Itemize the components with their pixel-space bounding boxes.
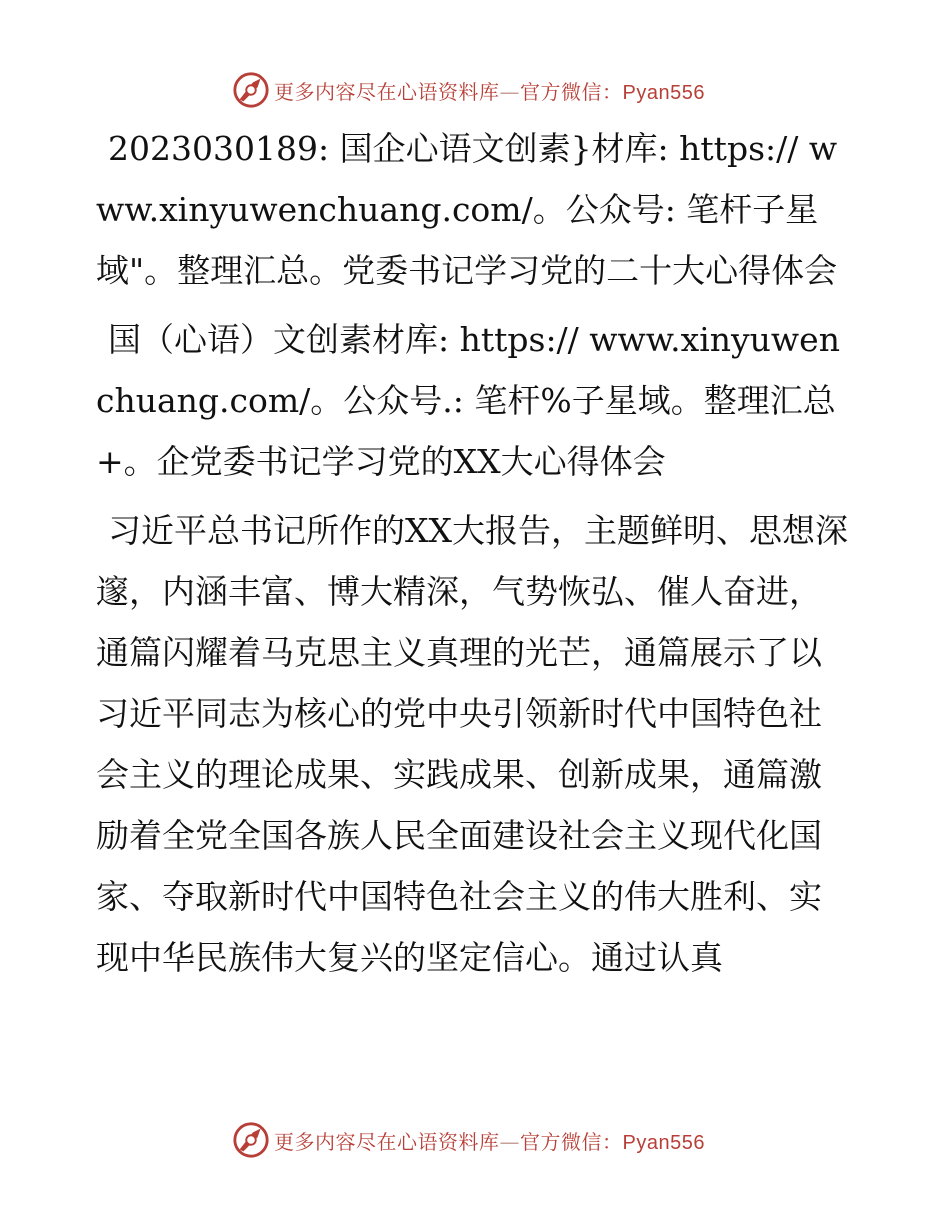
header-promo [274, 76, 705, 105]
footer-separator: — [499, 1129, 520, 1154]
paragraph-3: 习近平总书记所作的XX大报告，主题鲜明、思想深邃，内涵丰富、博大精深，气势恢弘、催人奋进，通篇闪耀着马克思主义真理的光芒，通篇展示了以习近平同志为核心的党中央引领新时代中国特色社会主义的理论成果、实践成果、创新成果，通篇激励着全党全国各族人民全面建设社会主义现代化国家、夺取新时代中国特色社会主义的伟大胜利、实现中华民族伟大复兴的坚定信心。通过认真 [96, 511, 848, 977]
header-contact-handle: Pyan556 [622, 81, 705, 104]
brand-logo-icon [232, 1121, 270, 1159]
header-banner [232, 70, 705, 110]
header-promo-text: 更多内容尽在心语资料库 [274, 79, 500, 104]
footer-contact-handle: Pyan556 [622, 1131, 705, 1154]
brand-logo-icon [232, 71, 270, 109]
footer-promo-text: 更多内容尽在心语资料库 [274, 1129, 500, 1154]
document-body [96, 118, 851, 996]
header-contact-label: 官方微信： [520, 79, 623, 104]
paragraph-2: 国（心语）文创素材库: https:// www.xinyuwenchuang.com/。公众号.: 笔杆%子星域。整理汇总+。企党委书记学习党的XX大心得体会 [96, 320, 840, 481]
footer-promo [274, 1126, 705, 1155]
footer-banner [232, 1120, 705, 1160]
footer-contact-label: 官方微信： [520, 1129, 623, 1154]
header-separator: — [499, 79, 520, 104]
paragraph-1: 2023030189: 国企心语文创素}材库: https:// www.xinyuwenchuang.com/。公众号: 笔杆子星域"。整理汇总。党委书记学习党的二十大心得体会 [96, 129, 838, 290]
